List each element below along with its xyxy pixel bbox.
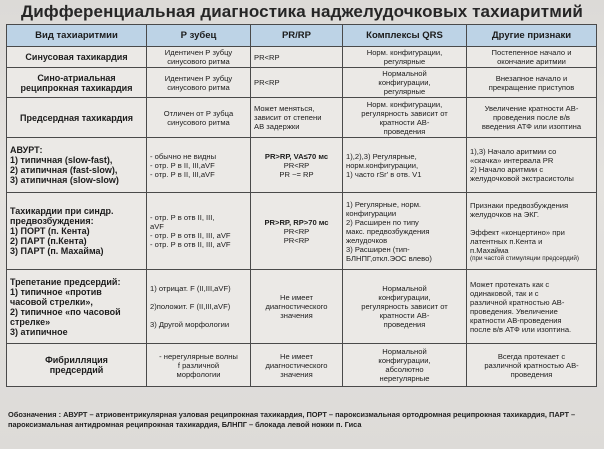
cell-line: Норм. конфигурации, <box>366 48 443 57</box>
cell-line: проведения после в/в <box>493 113 570 122</box>
cell-line: БЛНПГ,откл.ЭОС влево) <box>346 253 432 263</box>
cell-line: Сино-атриальная <box>37 72 116 83</box>
page-title: Дифференциальная диагностика наджелудочковых тахиаритмий <box>21 2 583 21</box>
cell-line: макс. предвозбуждения <box>346 226 430 236</box>
cell-line: 1) часто rSr' в отв. V1 <box>346 169 422 179</box>
cell-line: 1) типичная (slow-fast), <box>10 155 113 165</box>
cell-p <box>147 344 251 387</box>
cell-line: 2) Начало аритмии с <box>470 165 544 174</box>
cell-prrp <box>251 47 343 68</box>
table-row <box>7 98 597 138</box>
cell-other <box>467 98 597 138</box>
cell-line: проведения <box>383 126 426 136</box>
cell-line: PR<RP <box>254 78 280 87</box>
cell-line: Отличен от Р зубца <box>163 108 234 118</box>
cell-line: конфигурации, <box>378 78 431 87</box>
cell-qrs <box>343 193 467 270</box>
cell-line: синусового ритма <box>167 117 230 127</box>
cell-line: PR>RP, VA≤70 мс <box>264 151 329 161</box>
cell-line: различной кратностью АВ- <box>484 360 579 370</box>
cell-line: PR<RP <box>283 160 310 170</box>
cell-line: Идентичен Р зубцу <box>164 48 233 57</box>
cell-line: 2) ПАРТ (п.Кента) <box>10 236 87 246</box>
footnote-legend: Обозначения : АВУРТ – атриовентрикулярная узловая реципрокная тахикардия, ПОРТ – пароксизмальная ортодромная реципрокная тахикардия, ПАРТ – пароксизмальная антидромная реципрокная тахикардия, БЛНПГ – блокада левой ножки п. Гиса <box>8 410 576 429</box>
cell-line: 1) Регулярные, норм. <box>346 199 422 209</box>
cell-line: Предсердная тахикардия <box>20 112 133 123</box>
cell-line: регулярность зависит от <box>361 108 448 118</box>
cell-other <box>467 47 597 68</box>
cell-line: Внезапное начало и <box>495 73 568 83</box>
cell-line: Не имеет <box>280 351 313 361</box>
cell-name <box>7 270 147 344</box>
cell-line: Норм. конфигурации, <box>366 99 443 109</box>
cell-line: синусового ритма <box>167 57 230 66</box>
cell-qrs <box>343 47 467 68</box>
cell-line: 3) ПАРТ (п. Махайма) <box>10 246 104 256</box>
cell-line: Фибрилляция <box>45 355 108 365</box>
table-row <box>7 193 597 270</box>
cell-line: конфигурации, <box>378 293 431 302</box>
cell-line <box>150 311 247 320</box>
cell-line: f различной <box>177 360 220 370</box>
cell-line: п.Махайма <box>470 245 509 255</box>
cell-line: АВУРТ: <box>10 145 43 155</box>
cell-line: желудочковой экстрасистолы <box>470 174 574 183</box>
cell-name <box>7 193 147 270</box>
header-other-signs: Другие признаки <box>467 25 597 47</box>
cell-line: 2) атипичная (fast-slow), <box>10 165 118 175</box>
cell-line: проведения <box>510 369 553 379</box>
cell-line: после в/в АТФ или изоптина. <box>470 324 572 334</box>
cell-prrp <box>251 68 343 98</box>
cell-line: Нормальной <box>382 347 427 356</box>
cell-qrs <box>343 138 467 193</box>
cell-line: норм.конфигурации, <box>346 160 419 170</box>
cell-line: Не имеет <box>280 293 313 302</box>
cell-prrp <box>251 98 343 138</box>
cell-line: - нерегулярные волны <box>159 351 238 361</box>
cell-line: - отр. Р в отв II, III, <box>150 213 215 222</box>
cell-line: часовой стрелки», <box>10 296 93 307</box>
cell-line: значения <box>280 369 313 379</box>
cell-name <box>7 47 147 68</box>
cell-line <box>150 293 247 302</box>
cell-line: 3) атипичное <box>10 326 68 337</box>
cell-line: PR<RP <box>254 52 280 62</box>
cell-qrs <box>343 68 467 98</box>
cell-prrp <box>251 138 343 193</box>
cell-line: Может меняться, <box>254 104 315 113</box>
cell-line: различной кратностью АВ- <box>470 297 565 307</box>
cell-line: aVF <box>150 222 164 231</box>
cell-line: Идентичен Р зубцу <box>164 73 233 83</box>
cell-line: АВ задержки <box>254 122 300 131</box>
cell-line: PR>RP, RP>70 мс <box>264 217 329 227</box>
cell-line: - отр. Р в II, III,aVF <box>150 169 215 179</box>
cell-qrs <box>343 344 467 387</box>
cell-line: реципрокная тахикардия <box>20 82 133 93</box>
cell-line: кратности АВ-проведения <box>470 315 562 325</box>
cell-line: конфигурации, <box>378 356 431 365</box>
cell-line: 1) ПОРТ (п. Кента) <box>10 226 90 236</box>
cell-line: морфологии <box>176 369 221 379</box>
cell-line: абсолютно <box>385 365 424 374</box>
table-row <box>7 138 597 193</box>
cell-qrs <box>343 270 467 344</box>
cell-p <box>147 270 251 344</box>
cell-p <box>147 138 251 193</box>
cell-line: - отр. Р в II, III,aVF <box>150 160 215 170</box>
cell-line: желудочков на ЭКГ. <box>470 209 539 219</box>
cell-line: регулярность зависит от <box>361 302 448 311</box>
cell-line: Синусовая тахикардия <box>25 52 128 62</box>
cell-prrp <box>251 344 343 387</box>
cell-p <box>147 68 251 98</box>
cell-line: проведения <box>383 320 426 329</box>
cell-name <box>7 138 147 193</box>
cell-line: одинаковой, так и с <box>470 288 539 298</box>
cell-p <box>147 98 251 138</box>
header-qrs: Комплексы QRS <box>343 25 467 47</box>
cell-other <box>467 270 597 344</box>
cell-line <box>470 219 593 228</box>
cell-p <box>147 193 251 270</box>
cell-line: регулярные <box>383 57 426 66</box>
cell-line: диагностического <box>265 360 328 370</box>
cell-line: Увеличение кратности АВ- <box>484 104 579 113</box>
header-p-wave: Р зубец <box>147 25 251 47</box>
cell-line: Трепетание предсердий: <box>10 276 121 287</box>
cell-line: регулярные <box>383 87 426 96</box>
cell-line: 2) Расширен по типу <box>346 217 419 227</box>
cell-line: 1),2),3) Регулярные, <box>346 151 417 161</box>
table-row <box>7 68 597 98</box>
cell-line: 3) Другой морфологии <box>150 320 230 329</box>
cell-line: желудочков <box>346 235 388 245</box>
cell-line: прекращение приступов <box>488 82 575 92</box>
cell-line: предвозбуждения: <box>10 216 94 226</box>
header-arrhythmia-type: Вид тахиаритмии <box>7 25 147 47</box>
cell-line: конфигурации <box>346 208 397 218</box>
cell-line: PR ~= RP <box>279 169 314 179</box>
cell-line: синусового ритма <box>167 82 230 92</box>
cell-p <box>147 47 251 68</box>
cell-line: проведения. Увеличение <box>470 306 558 316</box>
cell-other <box>467 138 597 193</box>
cell-name <box>7 98 147 138</box>
table-header-row <box>7 25 597 47</box>
cell-line: 2) типичное «по часовой <box>10 306 121 317</box>
diagnostic-table <box>6 24 597 387</box>
cell-line: 1),3) Начало аритмии со <box>470 147 557 156</box>
cell-line: Нормальной <box>382 284 427 293</box>
table-row <box>7 344 597 387</box>
cell-line: диагностического <box>265 302 328 311</box>
cell-qrs <box>343 98 467 138</box>
cell-line: кратности АВ- <box>379 311 430 320</box>
cell-line: Тахикардии при синдр. <box>10 206 114 216</box>
cell-line: 3) атипичная (slow-slow) <box>10 175 119 185</box>
cell-line: Эффект «концертино» при <box>470 227 565 237</box>
cell-line: предсердий <box>49 365 104 375</box>
cell-line: Нормальной <box>382 69 427 78</box>
table-row <box>7 47 597 68</box>
cell-line: окончание аритмии <box>497 57 566 66</box>
cell-line: 1) типичное «против <box>10 286 102 297</box>
cell-line: Всегда протекает с <box>497 351 566 361</box>
cell-line: - отр. Р в отв II, III, aVF <box>150 231 231 240</box>
cell-line: PR<RP <box>283 226 310 236</box>
cell-line: - обычно не видны <box>150 151 217 161</box>
cell-name <box>7 68 147 98</box>
cell-line: - отр. Р в отв II, III, aVF <box>150 240 231 249</box>
cell-name <box>7 344 147 387</box>
cell-other <box>467 344 597 387</box>
cell-prrp <box>251 270 343 344</box>
cell-line: PR<RP <box>283 235 310 245</box>
cell-line: 2)положит. F (II,III,aVF) <box>150 302 231 311</box>
cell-line: 3) Расширен (тип- <box>346 244 410 254</box>
cell-prrp <box>251 193 343 270</box>
cell-line: 1) отрицат. F (II,III,aVF) <box>150 284 231 293</box>
cell-line: нерегулярные <box>379 374 430 383</box>
cell-line: латентных п.Кента и <box>470 236 543 246</box>
cell-other <box>467 68 597 98</box>
cell-line: Постепенное начало и <box>491 48 572 57</box>
cell-line: (при частой стимуляции предсердий) <box>470 254 579 262</box>
cell-line: зависит от степени <box>254 113 322 122</box>
cell-other <box>467 193 597 270</box>
cell-line: «скачка» интервала PR <box>470 156 554 165</box>
cell-line: значения <box>280 311 313 320</box>
cell-line: введения АТФ или изоптина <box>481 122 582 131</box>
cell-line: стрелке» <box>10 316 51 327</box>
cell-line: кратности АВ- <box>379 117 430 127</box>
table-row <box>7 270 597 344</box>
cell-line: Может протекать как с <box>470 279 550 289</box>
cell-line: Признаки предвозбуждения <box>470 200 569 210</box>
header-pr-rp: PR/RP <box>251 25 343 47</box>
